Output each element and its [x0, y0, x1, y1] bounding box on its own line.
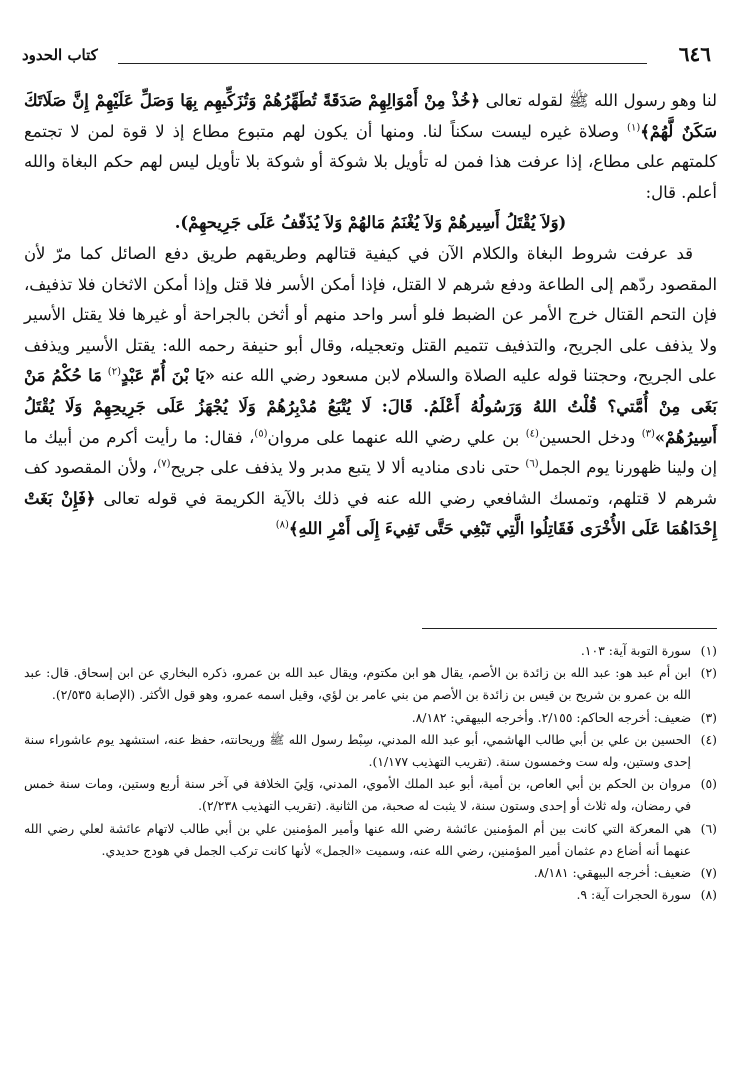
- text-segment: ، فقال: ما رأيت أكرم من أبيك ما إن ولينا ظهورنا يوم الجمل: [24, 427, 717, 478]
- footnote-number: (٦): [700, 820, 717, 836]
- header-rule: [118, 63, 647, 64]
- footnote-text: هي المعركة التي كانت بين أم المؤمنين عائشة رضي الله عنها وأمير المؤمنين علي بن أبي طالب لاتهام عائشة لعلي رضي الله عنهما أنه أضاع دم عثمان أمير المؤمنين، رضي الله عنه، وسميت «الجمل» لأنها كانت تركب الجمل في هودج حديدي.: [24, 820, 691, 858]
- footnote-number: (٢): [700, 665, 717, 681]
- footnote-8: [24, 884, 717, 906]
- paragraph-1: [24, 86, 717, 208]
- footnote-text: سورة الحجرات آية: ٩.: [576, 887, 691, 903]
- page-number: ٦٤٦: [678, 42, 711, 66]
- footnote-1: [24, 640, 717, 662]
- text-segment: وصلاة غيره ليست سكناً لنا. ومنها أن يكون لهم متبوع مطاع إذ لا قوة لمن لا تجتمع كلمتهم على مطاع، إذا عرفت هذا فمن له تأويل بلا شوكة أو شوكة بلا تأويل ليس لهم حكم البغاة والله أعلم. قال:: [24, 121, 717, 202]
- footnote-number: (٧): [700, 865, 717, 881]
- footnote-text: ضعيف: أخرجه البيهقي: ٨/١٨١.: [533, 865, 691, 881]
- main-text: [24, 86, 717, 545]
- footnote-ref-5[interactable]: (٥): [254, 428, 268, 440]
- footnote-number: (٥): [700, 776, 717, 792]
- footnote-number: (٤): [700, 731, 717, 747]
- text-segment: ودخل الحسين: [538, 427, 636, 447]
- footnote-separator: [422, 628, 717, 629]
- quran-verse: ﴿خُذْ مِنْ أَمْوَالِهِمْ صَدَقَةً تُطَهِّرُهُمْ وَتُزَكِّيهِم بِهَا وَصَلِّ عَلَيْهِمْ إِنَّ صَلَاتَكَ سَكَنٌ لَّهُمْ﴾: [24, 91, 718, 141]
- footnote-text: ابن أم عبد هو: عبد الله بن زائدة بن الأصم، يقال هو ابن مكتوم، ويقال عبد الله بن عمرو، ذكره البخاري عن ابن إسحاق. قال: عبد الله بن عمرو بن شريح بن قيس بن زائدة بن الأصم من بني عامر بن لؤي، وقيل اسمه عمرو، وهو قول الأكثر. (الإصابة ٢/٥٣٥).: [24, 665, 691, 703]
- hadith-quote: مَا حُكْمُ مَنْ بَغَى مِنْ أُمَّتي؟ قُلْتُ اللهُ وَرَسُولُهُ أَعْلَمُ. قَالَ: لَا يُتْبَعُ مُدْبِرُهُمْ وَلَا يُجْهَزُ عَلَى جَرِيحِهِمْ وَلَا يُقْتَلُ أَسِيرُهُمْ»: [24, 366, 717, 447]
- page-header: [22, 42, 717, 72]
- hadith-quote: «يَا بْنَ أُمّ عَبْدٍ: [120, 366, 215, 386]
- footnote-7: [24, 862, 717, 884]
- footnote-ref-1[interactable]: (١): [627, 122, 641, 134]
- text-segment: قد عرفت شروط البغاة والكلام الآن في كيفية قتالهم وطريقهم طريق دفع الصائل كما مرّ لأن المقصود ردّهم إلى الطاعة ودفع شرهم لا القتل، فإذا أمكن الأسر فلا قتل وإذا أمكن الاثخان فلا تذفيف، فإن التحم القتال خرج الأمر عن الضبط فلو أسر واحد منهم أو أثخن بالجراحة أو غيرها فلا يقتل الأسير ولا يذفف على الجريح، والتذفيف تتميم القتل وتعجيله، وقال أبو حنيفة رحمه الله: يقتل الأسير ويذفف على الجريح، وحجتنا قوله عليه الصلاة والسلام لابن مسعود رضي الله عنه: [24, 243, 717, 386]
- footnote-ref-3[interactable]: (٣): [641, 428, 655, 440]
- footnote-number: (١): [700, 643, 717, 658]
- text-segment: حتى نادى مناديه ألا لا يتبع مدبر ولا يذفف على جريح: [170, 458, 520, 478]
- footnote-5: [24, 773, 717, 817]
- footnote-ref-8[interactable]: (٨): [275, 519, 289, 531]
- footnote-3: [24, 707, 717, 729]
- footnote-text: الحسين بن علي بن أبي طالب الهاشمي، أبو عبد الله المدني، سِبْط رسول الله ﷺ وريحانته، حفظ عنه، استشهد يوم عاشوراء سنة إحدى وستين، وله ست وخمسون سنة. (تقريب التهذيب ١/١٧٧).: [24, 731, 691, 770]
- footnote-number: (٨): [700, 887, 717, 903]
- footnote-text: سورة التوبة آية: ١٠٣.: [580, 643, 691, 658]
- footnote-2: [24, 662, 717, 706]
- footnote-ref-4[interactable]: (٤): [525, 428, 539, 440]
- footnote-ref-2[interactable]: (٢): [107, 366, 121, 378]
- footnote-4: [24, 729, 717, 773]
- footnotes: [24, 640, 717, 906]
- text-segment: ، ولأن المقصود كف شرهم لا قتلهم، وتمسك الشافعي رضي الله عنه في ذلك بالآية الكريمة في قوله تعالى: [24, 458, 717, 508]
- text-segment: لنا وهو رسول الله ﷺ لقوله تعالى: [485, 91, 717, 110]
- footnote-text: ضعيف: أخرجه الحاكم: ٢/١٥٥. وأخرجه البيهقي: ٨/١٨٢.: [411, 709, 691, 725]
- quran-verse: ﴿فَإِنْ بَغَتْ إِحْدَاهُمَا عَلَى الأُخْرَى فَقَاتِلُوا الَّتِي تَبْغِي حَتَّى تَفِيءَ إِلَى أَمْرِ اللهِ﴾: [24, 488, 717, 539]
- footnote-6: [24, 818, 717, 862]
- footnote-ref-6[interactable]: (٦): [525, 458, 539, 470]
- paragraph-2: [24, 239, 717, 545]
- footnote-ref-7[interactable]: (٧): [157, 458, 171, 470]
- text-segment: بن علي رضي الله عنهما على مروان: [267, 427, 520, 447]
- footnote-number: (٣): [700, 709, 717, 725]
- running-title: كتاب الحدود: [22, 46, 98, 64]
- matn-line: (وَلاَ يُقْتَلُ أَسِيرهُمْ وَلاَ يُغْنَمُ مَالهُمْ وَلاَ يُذَفّفُ عَلَى جَرِيحهِمْ).: [174, 213, 567, 233]
- footnote-text: مروان بن الحكم بن أبي العاص، بن أمية، أبو عبد الملك الأموي، المدني، وَلِيَ الخلافة في آخر سنة أربع وستين، ومات سنة خمس في رمضان، وله ثلاث أو إحدى وستون سنة، لا يثبت له صحبة، من الثانية. (تقريب التهذيب ٢/٢٣٨).: [24, 776, 691, 814]
